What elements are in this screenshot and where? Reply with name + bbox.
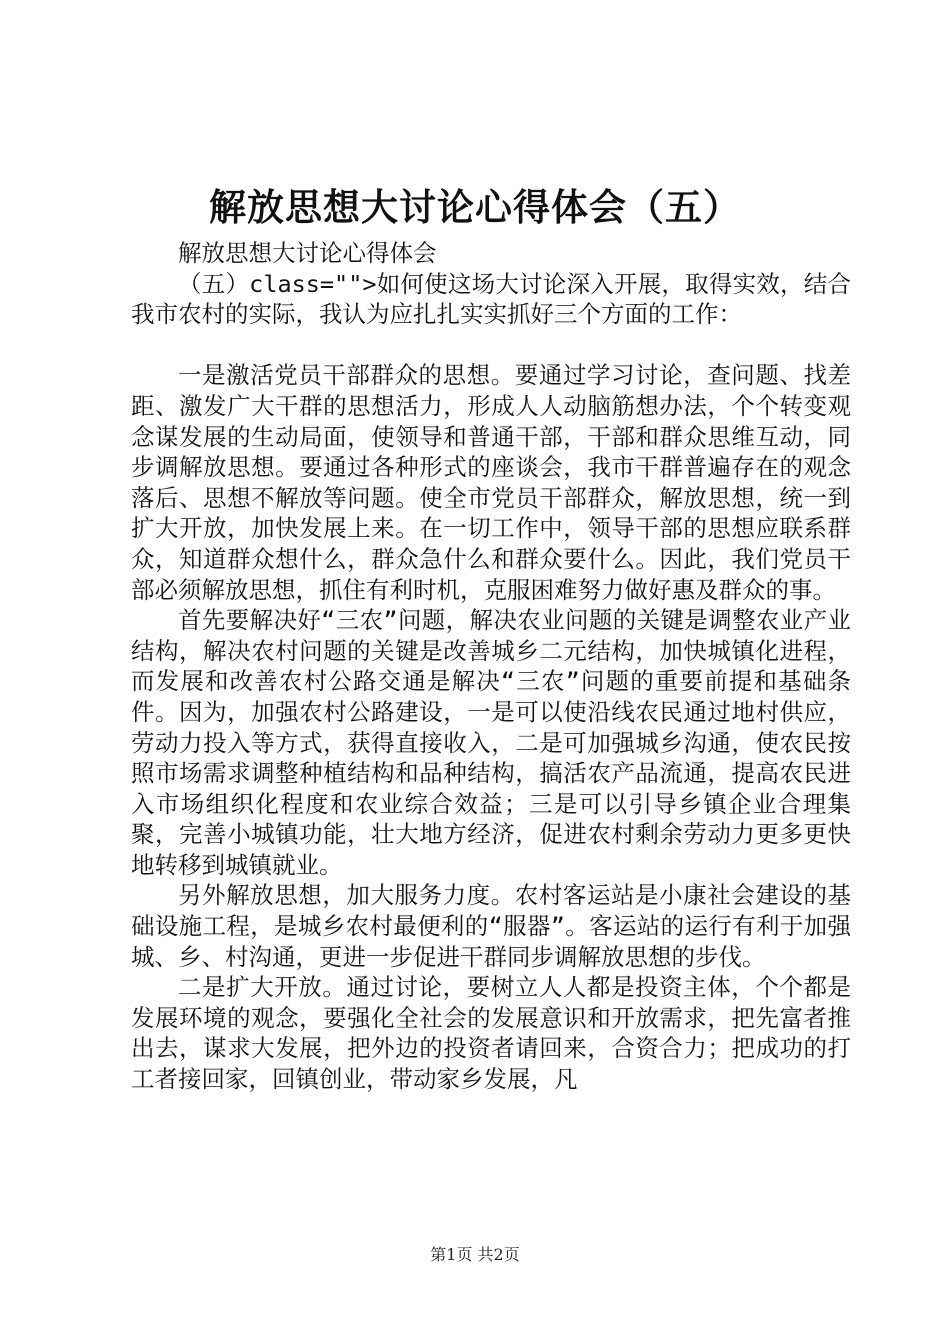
document-title: 解放思想大讨论心得体会（五） <box>209 185 741 229</box>
paragraph-service: 另外解放思想，加大服务力度。农村客运站是小康社会建设的基础设施工程，是城乡农村最便利的“服器”。客运站的运行有利于加强城、乡、村沟通，更进一步促进干群同步调解放思想的步伐。 <box>131 881 851 971</box>
paragraph-three-rural: 首先要解决好“三农”问题，解决农业问题的关键是调整农业产业结构，解决农村问题的关键是改善城乡二元结构，加快城镇化进程，而发展和改善农村公路交通是解决“三农”问题的重要前提和基础条件。因为，加强农村公路建设，一是可以使沿线农民通过地村供应，劳动力投入等方式，获得直接收入，二是可加强城乡沟通，使农民按照市场需求调整种植结构和品种结构，搞活农产品流通，提高农民进入市场组织化程度和农业综合效益；三是可以引导乡镇企业合理集聚，完善小城镇功能，壮大地方经济，促进农村剩余劳动力更多更快地转移到城镇就业。 <box>131 606 851 879</box>
paragraph-intro: （五）class="">如何使这场大讨论深入开展，取得实效，结合我市农村的实际，我认为应扎扎实实抓好三个方面的工作： <box>131 269 851 329</box>
paragraph-subtitle: 解放思想大讨论心得体会 <box>178 239 437 267</box>
page-number-footer: 第1页 共2页 <box>430 1245 520 1264</box>
paragraph-point-one: 一是激活党员干部群众的思想。要通过学习讨论，查问题、找差距、激发广大干群的思想活力，形成人人动脑筋想办法，个个转变观念谋发展的生动局面，使领导和普通干部，干部和群众思维互动，同步调解放思想。要通过各种形式的座谈会，我市干群普遍存在的观念落后、思想不解放等问题。使全市党员干部群众，解放思想，统一到扩大开放，加快发展上来。在一切工作中，领导干部的思想应联系群众，知道群众想什么，群众急什么和群众要什么。因此，我们党员干部必须解放思想，抓住有利时机，克服困难努力做好惠及群众的事。 <box>131 361 851 604</box>
document-body <box>131 238 851 1095</box>
paragraph-point-two: 二是扩大开放。通过讨论，要树立人人都是投资主体，个个都是发展环境的观念，要强化全社会的发展意识和开放需求，把先富者推出去，谋求大发展，把外边的投资者请回来，合资合力；把成功的打工者接回家，回镇创业，带动家乡发展，凡 <box>131 973 851 1094</box>
